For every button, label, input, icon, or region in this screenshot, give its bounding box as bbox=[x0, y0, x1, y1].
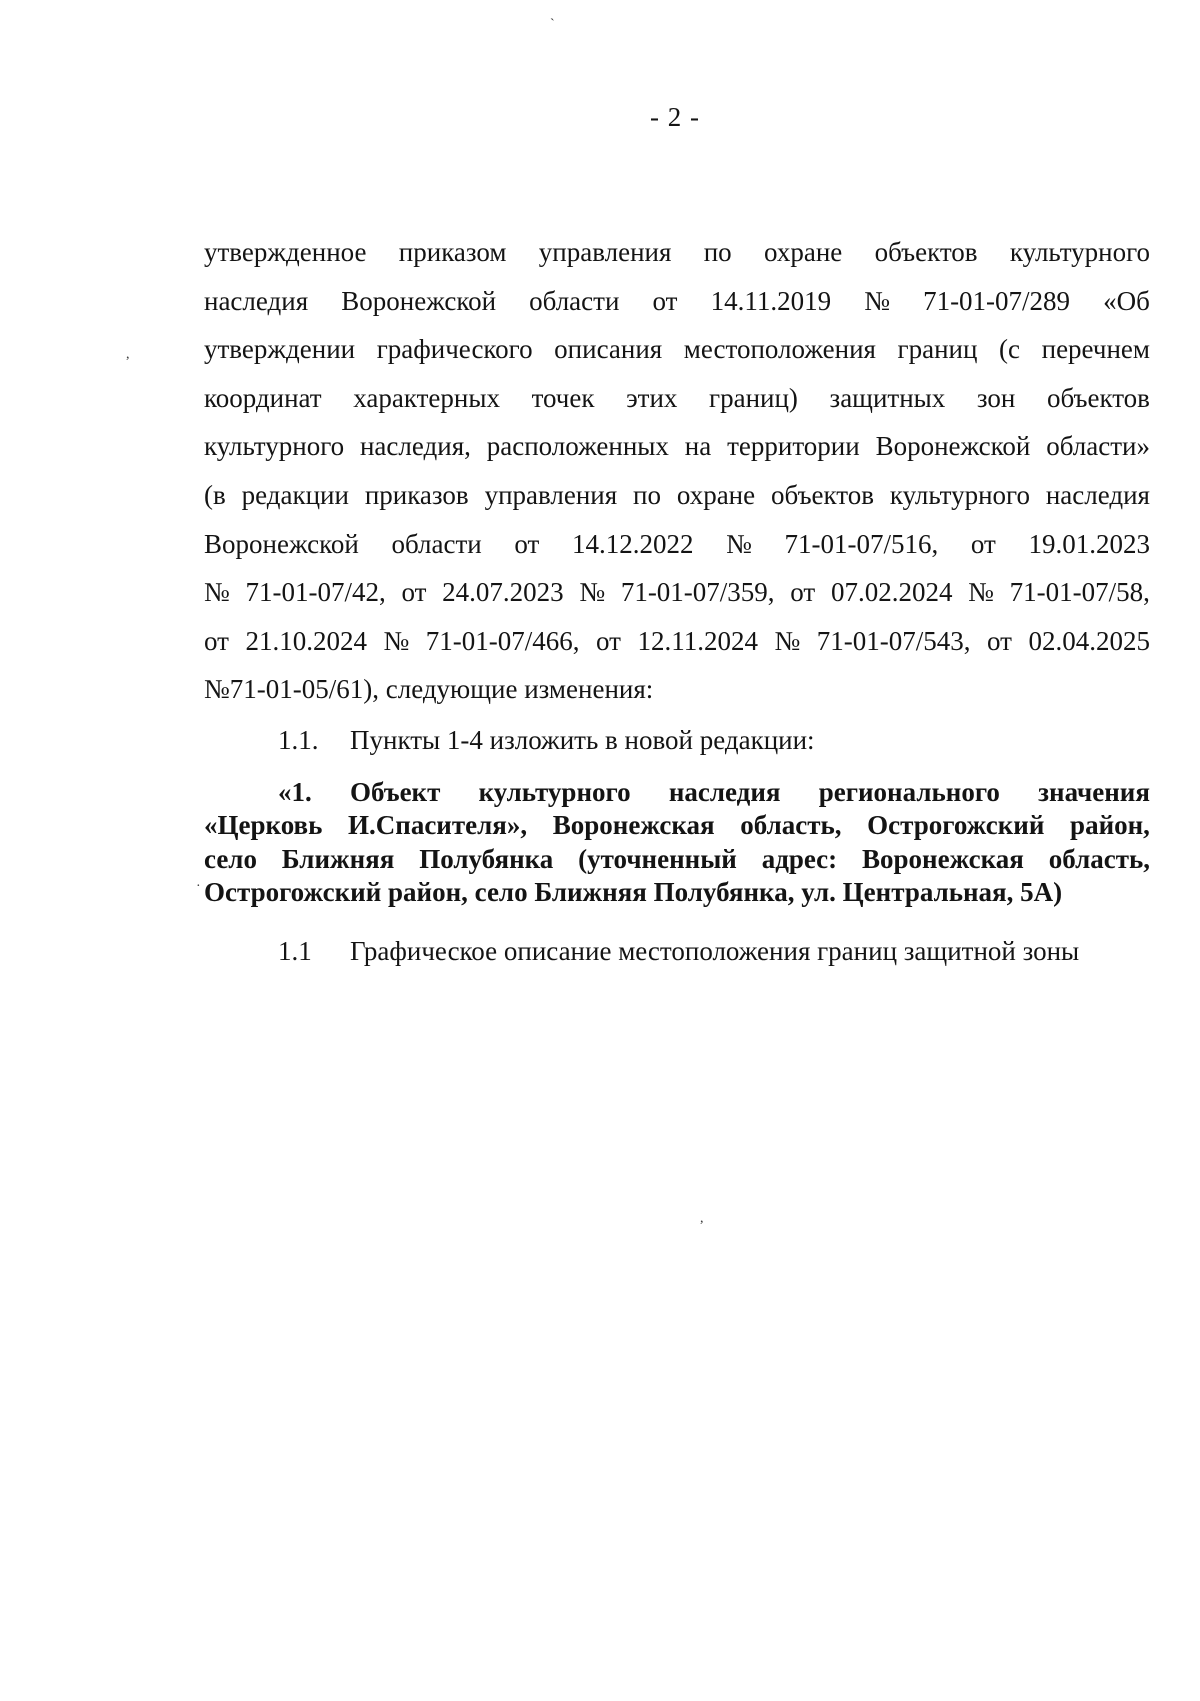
paragraph-word: 12.11.2024 bbox=[637, 625, 758, 656]
object-heading-word: село bbox=[204, 843, 257, 874]
object-heading-word: Ближняя bbox=[281, 843, 395, 874]
paragraph-word: охране bbox=[676, 479, 756, 510]
paragraph-word: 71-01-07/516, bbox=[784, 528, 939, 559]
paragraph-word: от bbox=[596, 625, 621, 656]
paragraph-word: приказом bbox=[398, 237, 507, 267]
paragraph-word: координат bbox=[204, 382, 322, 413]
paragraph-line bbox=[204, 617, 1150, 666]
paragraph-word: «Об bbox=[1103, 285, 1150, 316]
paragraph-word: 21.10.2024 bbox=[245, 625, 367, 656]
paragraph-word: Воронежской bbox=[204, 528, 359, 559]
paragraph-word: границ bbox=[897, 334, 978, 365]
object-heading-word: адрес: bbox=[761, 843, 838, 874]
object-heading-line bbox=[204, 809, 1150, 842]
object-heading-word: культурного bbox=[478, 777, 631, 807]
item-number: 1.1. bbox=[278, 725, 319, 755]
paragraph-word: № bbox=[204, 577, 230, 608]
paragraph-word: объектов bbox=[1046, 382, 1150, 413]
paragraph-word: от bbox=[204, 625, 229, 656]
paragraph-word: (с bbox=[999, 334, 1021, 365]
paragraph-word: области bbox=[391, 528, 482, 559]
paragraph-word: утверждении bbox=[204, 334, 356, 365]
paragraph-word: 71-01-07/543, bbox=[816, 625, 971, 656]
object-heading-word: регионального bbox=[818, 777, 1000, 807]
object-heading-last-line: Острогожский район, село Ближняя Полубянка, ул. Центральная, 5А) bbox=[204, 877, 1063, 908]
item-1-1-graphic bbox=[278, 934, 1079, 968]
paragraph-word: защитных bbox=[829, 382, 946, 413]
paragraph-word: описания bbox=[554, 334, 663, 365]
paragraph-line bbox=[204, 325, 1150, 374]
object-heading-word: (уточненный bbox=[578, 843, 737, 874]
paragraph-word: управления bbox=[484, 479, 618, 510]
paragraph-word: охране bbox=[764, 237, 843, 267]
paragraph-word: области bbox=[529, 285, 620, 316]
item-text: Пункты 1-4 изложить в новой редакции: bbox=[350, 725, 815, 755]
paragraph-word: Воронежской bbox=[875, 431, 1031, 462]
paragraph-word: от bbox=[970, 528, 996, 559]
paragraph-line bbox=[204, 277, 1150, 326]
object-heading-line bbox=[204, 776, 1150, 809]
object-heading-word: область, bbox=[740, 810, 842, 841]
paragraph-word: характерных bbox=[353, 382, 500, 413]
object-heading-line bbox=[204, 843, 1150, 876]
paragraph-line bbox=[204, 228, 1150, 277]
paragraph-word: территории bbox=[727, 431, 860, 462]
paragraph-word: области» bbox=[1046, 431, 1150, 462]
paragraph-line bbox=[204, 520, 1150, 569]
object-heading-word: Воронежская bbox=[862, 843, 1024, 874]
object-heading-word: район, bbox=[1070, 810, 1150, 841]
object-heading-word: Воронежская bbox=[552, 810, 715, 841]
object-heading-word: Полубянка bbox=[419, 843, 554, 874]
paragraph-word: приказов bbox=[364, 479, 469, 510]
paragraph-word: 71-01-07/289 bbox=[923, 285, 1071, 316]
paragraph-word: 71-01-07/58, bbox=[1009, 577, 1150, 608]
paragraph-word: 71-01-07/359, bbox=[620, 577, 775, 608]
object-heading-word: значения bbox=[1038, 777, 1150, 807]
paragraph-word: 71-01-07/42, bbox=[245, 577, 386, 608]
scan-speck: , bbox=[126, 347, 130, 362]
paragraph-word: культурного bbox=[204, 431, 345, 462]
paragraph-line bbox=[204, 471, 1150, 520]
paragraph-word: зон bbox=[976, 382, 1016, 413]
object-heading-word: И.Спасителя», bbox=[348, 810, 528, 841]
paragraph-word: 24.07.2023 bbox=[442, 577, 564, 608]
paragraph-word: границ) bbox=[709, 382, 798, 413]
paragraph-word: точек bbox=[531, 382, 595, 413]
paragraph-word: по bbox=[703, 237, 732, 267]
paragraph-word: № bbox=[726, 528, 752, 559]
paragraph-word: объектов bbox=[874, 237, 978, 267]
scan-speck: · bbox=[196, 879, 201, 894]
object-heading bbox=[204, 776, 1150, 910]
paragraph-word: наследия, bbox=[359, 431, 471, 462]
object-heading-word: Острогожский bbox=[867, 810, 1045, 841]
item-number: 1.1 bbox=[278, 936, 312, 966]
paragraph-word: 02.04.2025 bbox=[1028, 625, 1150, 656]
main-paragraph bbox=[204, 228, 1150, 714]
paragraph-word: от bbox=[401, 577, 427, 608]
item-1-1 bbox=[278, 723, 815, 757]
paragraph-word: наследия bbox=[204, 285, 309, 316]
paragraph-word: культурного bbox=[889, 479, 1030, 510]
paragraph-word: редакции bbox=[241, 479, 349, 510]
paragraph-word: № bbox=[774, 625, 801, 656]
paragraph-word: расположенных bbox=[486, 431, 669, 462]
paragraph-line bbox=[204, 422, 1150, 471]
paragraph-word: объектов bbox=[771, 479, 874, 510]
object-heading-lines bbox=[204, 776, 1150, 876]
scan-speck: , bbox=[700, 1211, 704, 1226]
paragraph-word: от bbox=[987, 625, 1012, 656]
paragraph-word: от bbox=[652, 285, 678, 316]
paragraph-word: № bbox=[864, 285, 890, 316]
paragraph-lines bbox=[204, 228, 1150, 665]
paragraph-last-line: №71-01-05/61), следующие изменения: bbox=[204, 674, 654, 705]
scan-speck: ` bbox=[550, 17, 555, 32]
paragraph-word: этих bbox=[626, 382, 678, 413]
paragraph-word: 07.02.2024 bbox=[830, 577, 953, 608]
paragraph-word: от bbox=[514, 528, 540, 559]
paragraph-word: перечнем bbox=[1041, 334, 1150, 365]
object-heading-word: «1. bbox=[278, 777, 312, 807]
paragraph-word: утвержденное bbox=[204, 237, 367, 267]
paragraph-word: № bbox=[383, 625, 410, 656]
object-heading-word: область, bbox=[1048, 843, 1150, 874]
paragraph-word: от bbox=[790, 577, 816, 608]
paragraph-word: № bbox=[579, 577, 606, 608]
paragraph-line bbox=[204, 374, 1150, 423]
paragraph-word: 71-01-07/466, bbox=[425, 625, 580, 656]
paragraph-word: 14.11.2019 bbox=[710, 285, 832, 316]
paragraph-word: (в bbox=[204, 479, 226, 510]
paragraph-line bbox=[204, 568, 1150, 617]
object-heading-word: «Церковь bbox=[204, 810, 323, 841]
paragraph-word: Воронежской bbox=[341, 285, 497, 316]
paragraph-word: 14.12.2022 bbox=[571, 528, 694, 559]
item-text: Графическое описание местоположения границ защитной зоны bbox=[350, 936, 1080, 966]
paragraph-word: управления bbox=[538, 237, 672, 267]
page-number: - 2 - bbox=[650, 102, 700, 132]
paragraph-word: культурного bbox=[1009, 237, 1150, 267]
object-heading-word: наследия bbox=[668, 777, 781, 807]
paragraph-word: наследия bbox=[1045, 479, 1150, 510]
object-heading-word: Объект bbox=[350, 777, 441, 807]
paragraph-word: 19.01.2023 bbox=[1028, 528, 1150, 559]
paragraph-word: по bbox=[633, 479, 661, 510]
paragraph-word: местоположения bbox=[683, 334, 876, 365]
paragraph-word: на bbox=[684, 431, 712, 462]
paragraph-word: графического bbox=[376, 334, 533, 365]
paragraph-word: № bbox=[968, 577, 994, 608]
